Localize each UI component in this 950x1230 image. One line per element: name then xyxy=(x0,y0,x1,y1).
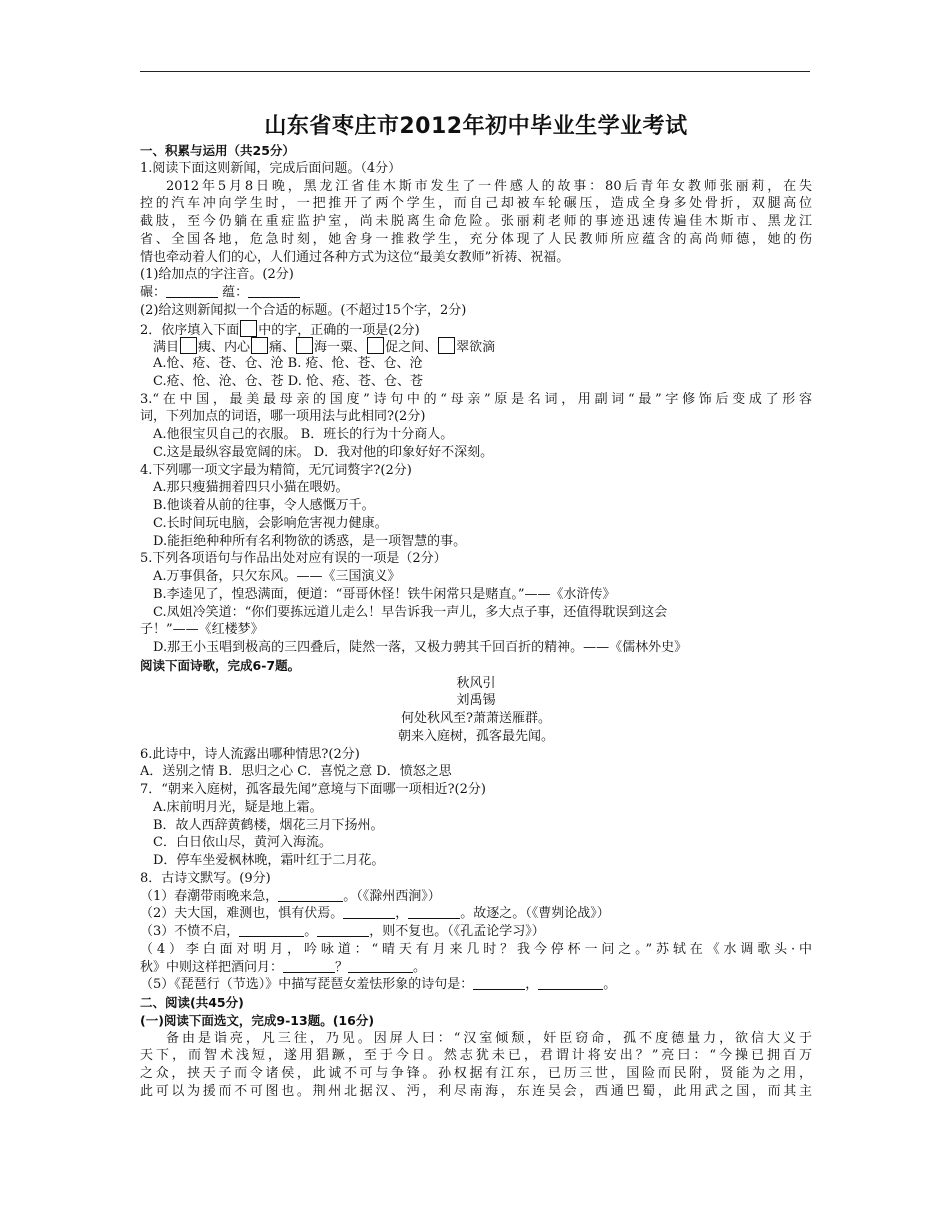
text-line: 何处秋风至?萧萧送雁群。 xyxy=(401,711,551,726)
text-line: 一、积累与运用（共25分） xyxy=(140,143,295,158)
text-line: D．停车坐爱枫林晚，霜叶红于二月花。 xyxy=(153,853,385,868)
text-line: 情也牵动着人们的心，人们通过各种方式为这位“最美女教师”祈祷、祝福。 xyxy=(140,249,570,265)
fill-box xyxy=(438,337,455,354)
text-line: (2)给这则新闻拟一个合适的标题。(不超过15个字，2分) xyxy=(140,302,467,318)
answer-blank xyxy=(538,976,603,990)
fill-box xyxy=(296,337,313,354)
fill-box xyxy=(367,337,384,354)
text-line: D.能拒绝种种所有名利物欲的诱惑，是一项智慧的事。 xyxy=(153,533,467,549)
exam-title: 山东省枣庄市2012年初中毕业生学业考试 xyxy=(264,114,688,139)
text-line: 2012年5月8日晚，黑龙江省佳木斯市发生了一件感人的故事：80后青年女教师张丽莉，在失 xyxy=(166,178,812,194)
text-line: (1)给加点的字注音。(2分) xyxy=(140,267,294,283)
text-line: B.李逵见了，惶恐满面，便道：“哥哥休怪！铁牛闲常只是赌直。”——《水浒传》 xyxy=(153,586,616,602)
text-line: （3）不愤不启， 。 ，则不复也。（《孔孟论学习》） xyxy=(140,924,545,939)
fill-box xyxy=(251,337,268,354)
answer-blank xyxy=(278,888,343,902)
answer-blank xyxy=(473,976,525,990)
text-line: 备由是诣亮，凡三往，乃见。因屏人曰：“汉室倾颓，奸臣窃命，孤不度德量力，欲信大义于 xyxy=(166,1030,812,1046)
answer-blank xyxy=(408,905,460,919)
answer-blank xyxy=(166,284,218,298)
header-rule xyxy=(140,71,810,72)
fill-box xyxy=(180,337,197,354)
answer-blank xyxy=(343,905,395,919)
text-line: B.他谈着从前的往事，令人感慨万千。 xyxy=(153,498,375,513)
text-line: 碾： 蕴： xyxy=(140,284,812,302)
answer-blank xyxy=(239,923,304,937)
text-line: 控的汽车冲向学生时，一把推开了两个学生，而自己却被车轮碾压，造成全身多处骨折，双腿高位 xyxy=(140,196,812,212)
text-line: 之众，挟天子而令诸侯，此诚不可与争锋。孙权据有江东，已历三世，国险而民附，贤能为之用， xyxy=(140,1066,812,1081)
text-line: 刘禹锡 xyxy=(456,693,496,709)
text-line: A.怆、疮、苍、仓、沧 B. 疮、怆、苍、仓、沧 xyxy=(153,356,423,371)
text-line: （4）李白面对明月，吟咏道：“晴天有月来几时？我今停杯一问之。”苏轼在《水调歌头·中 xyxy=(140,941,812,957)
text-line: A.床前明月光，疑是地上霜。 xyxy=(153,799,323,815)
fill-box xyxy=(240,320,257,337)
text-line: (一)阅读下面选文，完成9-13题。(16分) xyxy=(140,1012,375,1028)
text-line: 2．依序填入下面 中的字，正确的一项是(2分) xyxy=(140,320,812,338)
text-line: 8．古诗文默写。(9分) xyxy=(140,870,271,886)
text-line: 阅读下面诗歌，完成6-7题。 xyxy=(140,657,301,673)
text-line: 天下，而智术浅短，遂用猖蹶，至于今日。然志犹未已，君谓计将安出？”亮曰：“今操已拥百万 xyxy=(140,1048,812,1064)
text-line: C.这是最纵容最宽阔的床。 D．我对他的印象好好不深刻。 xyxy=(153,444,494,460)
text-line: 省、全国各地，危急时刻，她舍身一推救学生，充分体现了人民教师所应蕴含的高尚师德，她的伤 xyxy=(140,231,812,247)
text-line: D.那王小玉唱到极高的三四叠后，陡然一落，又极力骋其千回百折的精神。——《儒林外史》 xyxy=(153,640,688,655)
answer-blank xyxy=(283,959,335,973)
text-line: 秋》中则这样把酒问月： ？ 。 xyxy=(140,959,427,975)
text-line: 词，下列加点的词语，哪一项用法与此相同?(2分) xyxy=(140,409,426,425)
text-line: A.那只瘦猫拥着四只小猫在喂奶。 xyxy=(153,480,349,496)
text-line: 此可以为援而不可图也。荆州北据汉、沔，利尽南海，东连吴会，西通巴蜀，此用武之国，而其主 xyxy=(140,1083,812,1099)
answer-blank xyxy=(317,923,369,937)
text-line: 满目 痍、内心 痛、 海一粟、 促之间、 翠欲滴 xyxy=(140,337,812,355)
text-line: 3.“在中国，最美最母亲的国度”诗句中的“母亲”原是名词，用副词“最”字修饰后变成了形容 xyxy=(140,391,812,407)
text-line: 7．“朝来入庭树，孤客最先闻”意境与下面哪一项相近?(2分) xyxy=(140,782,486,797)
answer-blank xyxy=(348,959,413,973)
text-line: 4.下列哪一项文字最为精简，无冗词赘字?(2分) xyxy=(140,462,412,478)
text-line: A.万事俱备，只欠东风。——《三国演义》 xyxy=(153,569,401,584)
text-line: （5）《琵琶行（节选）》中描写琵琶女羞怯形象的诗句是： ， 。 xyxy=(140,977,617,993)
text-line: C.凤姐冷笑道：“你们要拣远道儿走么！早告诉我一声儿，多大点子事，还值得耽误到这会 xyxy=(153,604,668,620)
text-line: B．故人西辞黄鹤楼，烟花三月下扬州。 xyxy=(153,817,384,833)
text-line: 6.此诗中，诗人流露出哪种情思?(2分) xyxy=(140,746,360,762)
text-line: A.他很宝贝自己的衣服。 B．班长的行为十分商人。 xyxy=(153,427,454,442)
text-line: （1）春潮带雨晚来急， 。（《滁州西涧》） xyxy=(140,888,441,904)
text-line: 二、阅读(共45分) xyxy=(140,995,244,1010)
text-line: （2）夫大国，难测也，惧有伏焉。 ， 。故逐之。（《曹刿论战》） xyxy=(140,906,610,922)
exam-body xyxy=(140,142,812,1101)
text-line: C．白日依山尽，黄河入海流。 xyxy=(153,835,332,851)
text-line: 子！”——《红楼梦》 xyxy=(140,622,264,638)
answer-blank xyxy=(248,284,300,298)
text-line: A．送别之情 B．思归之心 C．喜悦之意 D．愤怒之思 xyxy=(140,764,452,780)
text-line: 截肢，至今仍躺在重症监护室，尚未脱离生命危险。张丽莉老师的事迹迅速传遍佳木斯市、黑龙江 xyxy=(140,214,812,229)
text-line: 朝来入庭树，孤客最先闻。 xyxy=(397,728,554,744)
text-line: 秋风引 xyxy=(456,675,496,691)
text-line: C.疮、怆、沧、仓、苍 D. 怆、疮、苍、仓、苍 xyxy=(153,373,423,389)
text-line: C.长时间玩电脑，会影响危害视力健康。 xyxy=(153,515,388,531)
text-line: 1.阅读下面这则新闻，完成后面问题。（4分） xyxy=(140,160,402,176)
text-line: 5.下列各项语句与作品出处对应有误的一项是（2分） xyxy=(140,551,447,567)
